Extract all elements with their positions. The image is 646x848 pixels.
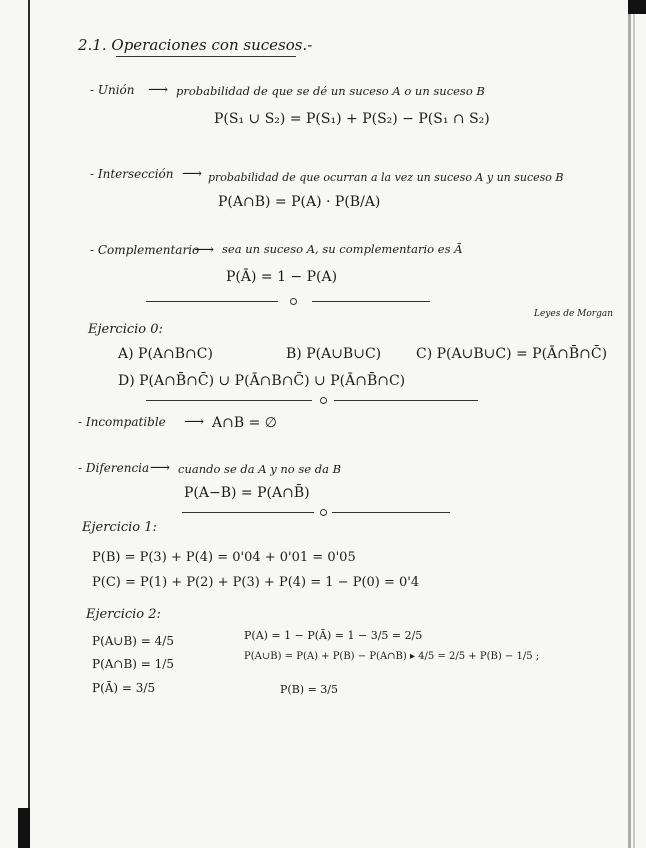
- arrow-icon: ⟶: [184, 414, 205, 430]
- separator-circle: [320, 509, 327, 516]
- separator-line: [182, 512, 314, 513]
- complement-formula: P(Ā) = 1 − P(A): [226, 269, 338, 285]
- intersection-formula: P(A∩B) = P(A) · P(B/A): [218, 194, 381, 210]
- exercise-0-a: A) P(A∩B∩C): [118, 346, 213, 362]
- separator-circle: [290, 298, 297, 305]
- section-heading: 2.1. Operaciones con sucesos.-: [78, 36, 313, 54]
- exercise-2-solution-2: P(A∪B) = P(A) + P(B) − P(A∩B) ▸ 4/5 = 2/5 + P(B) − 1/5 ;: [244, 651, 540, 662]
- exercise-1-title: Ejercicio 1:: [82, 520, 157, 535]
- intersection-label: - Intersección: [90, 167, 174, 181]
- separator-line: [334, 400, 478, 401]
- heading-underline: [116, 56, 296, 57]
- bottom-left-shadow: [18, 808, 30, 848]
- arrow-icon: ⟶: [148, 82, 169, 98]
- separator-line: [332, 512, 450, 513]
- exercise-0-b: B) P(A∪B∪C): [286, 346, 382, 362]
- exercise-2-given-2: P(A∩B) = 1/5: [92, 657, 174, 671]
- intersection-description: probabilidad de que ocurran a la vez un suceso A y un suceso B: [208, 171, 564, 184]
- exercise-0-d: D) P(A∩B̄∩C̄) ∪ P(Ā∩B∩C̄) ∪ P(Ā∩B̄∩C): [118, 373, 406, 389]
- separator-line: [146, 301, 278, 302]
- separator-circle: [320, 397, 327, 404]
- exercise-0-c: C) P(A∪B∪C) = P(Ā∩B̄∩C̄): [416, 346, 608, 362]
- separator-line: [312, 301, 430, 302]
- right-binding-edge: [633, 0, 635, 848]
- difference-label: - Diferencia: [78, 461, 150, 475]
- separator-line: [146, 400, 312, 401]
- exercise-2-solution-1: P(A) = 1 − P(Ā) = 1 − 3/5 = 2/5: [244, 629, 423, 642]
- exercise-0-title: Ejercicio 0:: [88, 322, 163, 337]
- complement-description: sea un suceso A, su complementario es Ā: [222, 242, 463, 256]
- left-margin-line: [28, 0, 30, 848]
- morgan-note: Leyes de Morgan: [534, 309, 614, 319]
- exercise-2-given-1: P(A∪B) = 4/5: [92, 634, 174, 648]
- union-label: - Unión: [90, 83, 135, 97]
- exercise-2-title: Ejercicio 2:: [86, 607, 161, 622]
- exercise-2-given-3: P(Ā) = 3/5: [92, 681, 156, 695]
- exercise-1-line-1: P(B) = P(3) + P(4) = 0'04 + 0'01 = 0'05: [92, 550, 356, 565]
- difference-description: cuando se da A y no se da B: [178, 462, 342, 476]
- arrow-icon: ⟶: [182, 166, 203, 182]
- complement-label: - Complementario: [90, 243, 200, 257]
- arrow-icon: ⟶: [150, 460, 171, 476]
- incompatible-label: - Incompatible: [78, 415, 166, 429]
- union-formula: P(S₁ ∪ S₂) = P(S₁) + P(S₂) − P(S₁ ∩ S₂): [214, 111, 490, 127]
- right-binding-shadow: [628, 0, 631, 848]
- exercise-1-line-2: P(C) = P(1) + P(2) + P(3) + P(4) = 1 − P(0) = 0'4: [92, 575, 420, 590]
- corner-shadow: [628, 0, 646, 14]
- union-description: probabilidad de que se dé un suceso A o un suceso B: [176, 84, 485, 98]
- exercise-2-solution-3: P(B) = 3/5: [280, 683, 338, 696]
- difference-formula: P(A−B) = P(A∩B̄): [184, 485, 310, 501]
- arrow-icon: ⟶: [194, 242, 215, 258]
- incompatible-formula: A∩B = ∅: [212, 415, 277, 431]
